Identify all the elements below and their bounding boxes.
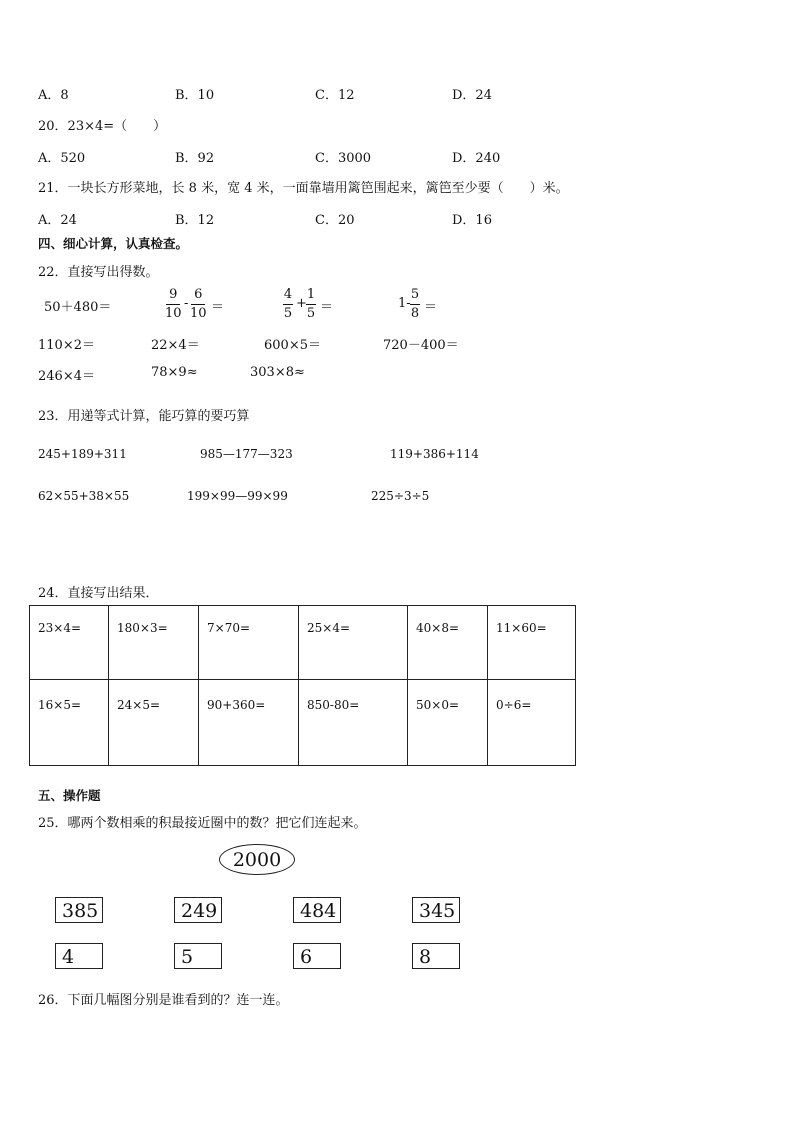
calc-item: 600×5＝	[264, 338, 321, 353]
number-box[interactable]: 484	[293, 897, 341, 923]
table-cell: 23×4=	[30, 606, 109, 680]
option-d: D．24	[452, 88, 492, 103]
calc-item: 62×55+38×55	[38, 489, 130, 503]
option-d: D．16	[452, 213, 492, 228]
table-row	[30, 680, 576, 766]
option-b: B．10	[175, 88, 215, 103]
calc-item: 225÷3÷5	[371, 489, 430, 503]
option-c: C．12	[315, 88, 355, 103]
calc-item: 199×99—99×99	[187, 489, 288, 503]
number-box[interactable]: 249	[174, 897, 222, 923]
table-cell: 50×0=	[408, 680, 488, 766]
number-box[interactable]: 345	[412, 897, 460, 923]
number-box[interactable]: 8	[412, 943, 460, 969]
calc-item: 110×2＝	[38, 338, 95, 353]
section-title: 五、操作题	[38, 788, 101, 803]
table-cell: 40×8=	[408, 606, 488, 680]
calc-item: 245+189+311	[38, 447, 127, 461]
option-c: C．3000	[315, 151, 372, 166]
number-box[interactable]: 385	[55, 897, 103, 923]
question-26-title: 26．下面几幅图分别是谁看到的？连一连。	[38, 993, 289, 1008]
calc-item: 303×8≈	[250, 365, 305, 380]
table-cell: 180×3=	[109, 606, 199, 680]
calc-item: 119+386+114	[390, 447, 479, 461]
table-cell: 25×4=	[299, 606, 408, 680]
question-20: 20．23×4=（ ）	[38, 119, 167, 134]
table-cell: 0÷6=	[488, 680, 576, 766]
table-cell: 11×60=	[488, 606, 576, 680]
section-title: 四、细心计算，认真检查。	[38, 236, 189, 251]
number-box[interactable]: 5	[174, 943, 222, 969]
calc-table	[29, 605, 576, 766]
table-cell: 7×70=	[199, 606, 299, 680]
calc-item: 720－400＝	[383, 338, 459, 353]
calc-item: 246×4＝	[38, 369, 95, 384]
question-22-title: 22．直接写出得数。	[38, 265, 159, 280]
calc-item: 22×4＝	[151, 338, 200, 353]
calc-item: 50＋480＝	[44, 300, 112, 315]
table-cell: 16×5=	[30, 680, 109, 766]
option-c: C．20	[315, 213, 355, 228]
option-d: D．240	[452, 151, 501, 166]
option-a: A．8	[38, 88, 69, 103]
table-cell: 24×5=	[109, 680, 199, 766]
number-box[interactable]: 6	[293, 943, 341, 969]
option-a: A．520	[38, 151, 86, 166]
question-24-title: 24．直接写出结果．	[38, 586, 159, 601]
question-25-title: 25．哪两个数相乘的积最接近圈中的数？把它们连起来。	[38, 816, 367, 831]
calc-item: 78×9≈	[151, 365, 198, 380]
question-23-title: 23．用递等式计算，能巧算的要巧算	[38, 409, 250, 424]
number-box[interactable]: 4	[55, 943, 103, 969]
option-a: A．24	[38, 213, 77, 228]
question-21: 21．一块长方形菜地，长 8 米，宽 4 米，一面靠墙用篱笆围起来，篱笆至少要（ ）米。	[38, 181, 569, 196]
table-cell: 850-80=	[299, 680, 408, 766]
option-b: B．12	[175, 213, 215, 228]
target-circle: 2000	[219, 844, 295, 875]
table-row	[30, 606, 576, 680]
option-b: B．92	[175, 151, 215, 166]
calc-item: 985—177—323	[200, 447, 293, 461]
table-cell: 90+360=	[199, 680, 299, 766]
